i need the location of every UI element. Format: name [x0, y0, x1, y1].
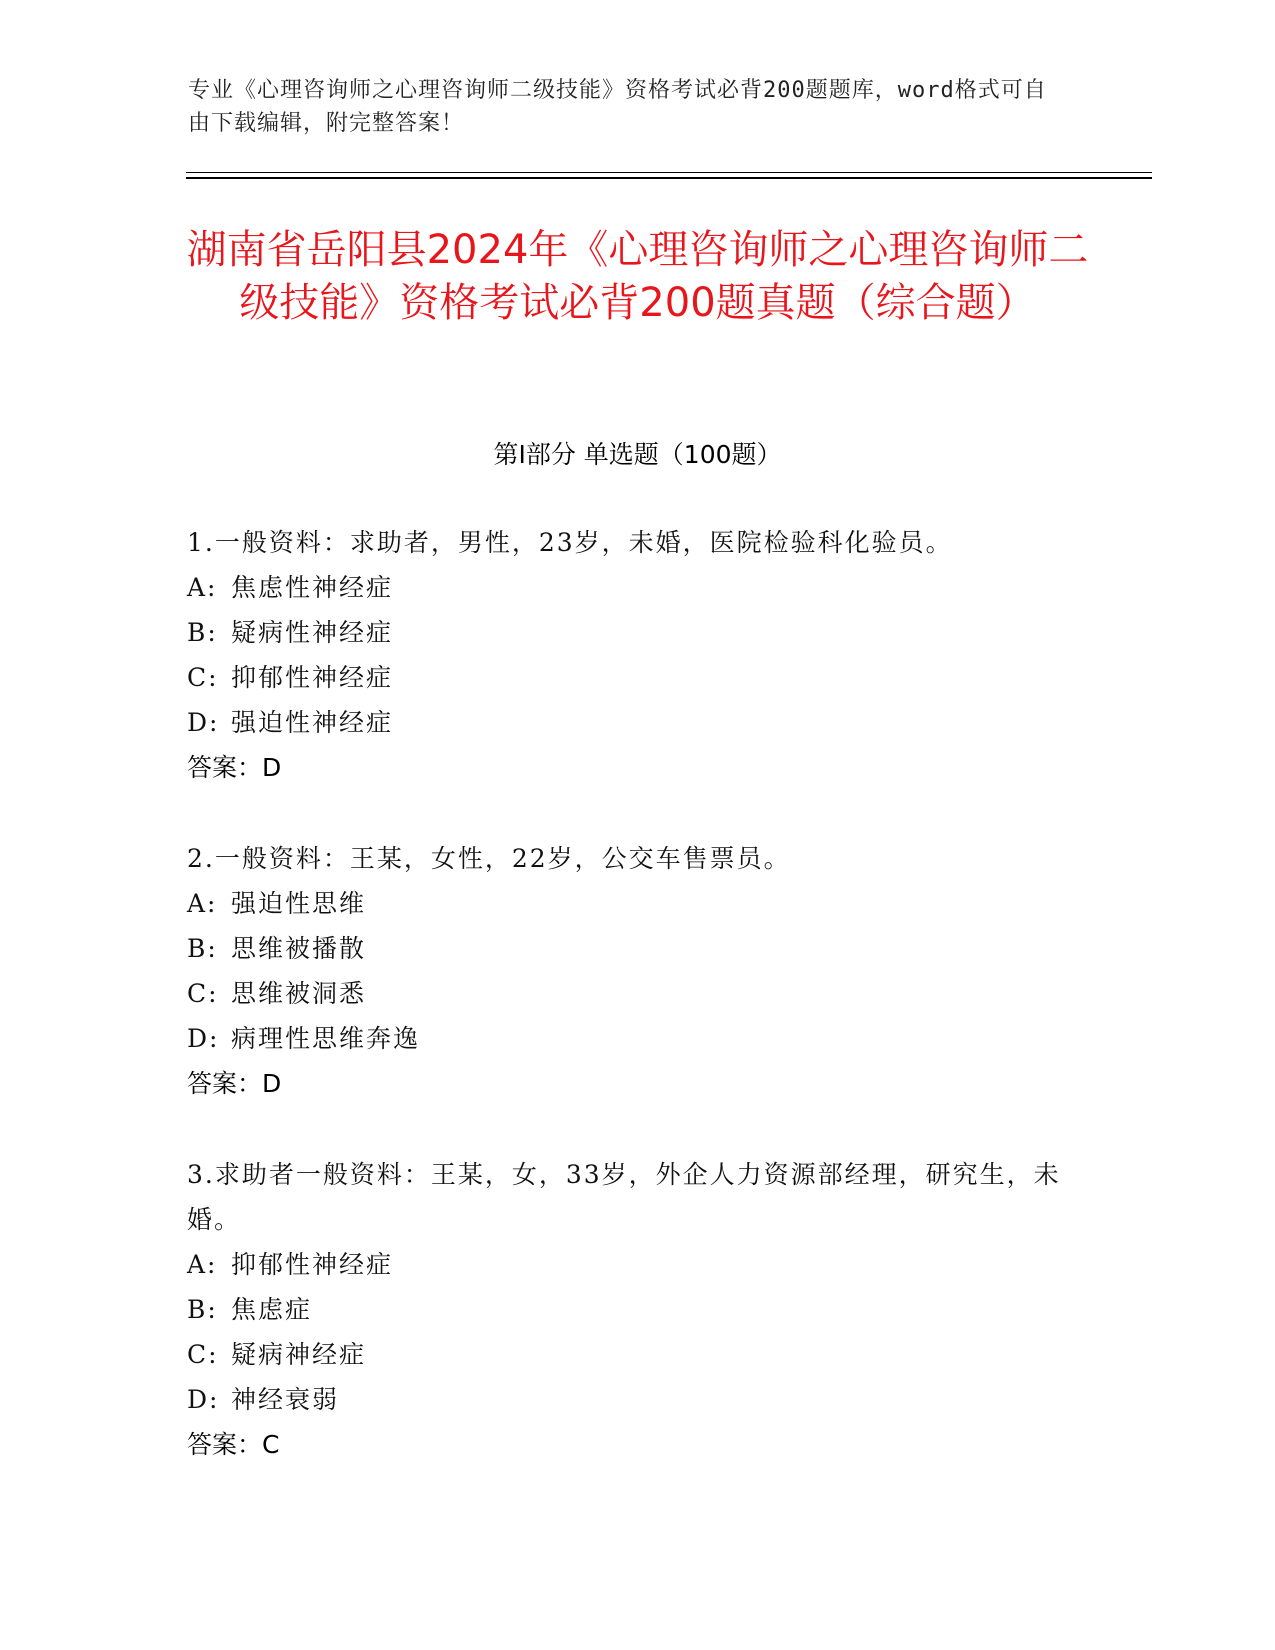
option-key: B:: [187, 1295, 218, 1324]
option-key: A:: [187, 889, 218, 918]
section-title: 第Ⅰ部分 单选题（100题）: [493, 440, 782, 469]
option-text: 疑病神经症: [231, 1340, 367, 1369]
question-stem: 1.一般资料：求助者，男性，23岁，未婚，医院检验科化验员。: [187, 528, 953, 557]
option-text: 思维被洞悉: [231, 979, 367, 1008]
option-text: 思维被播散: [231, 934, 367, 963]
option-key: D:: [187, 1024, 220, 1053]
option-d: [187, 1377, 1087, 1422]
option-text: 抑郁性神经症: [231, 1250, 394, 1279]
option-b: [187, 610, 1087, 655]
option-key: D:: [187, 1385, 220, 1414]
option-a: [187, 1242, 1087, 1287]
answer: 答案：D: [187, 1069, 282, 1098]
option-text: 焦虑症: [231, 1295, 313, 1324]
header-rule-top: [186, 172, 1152, 173]
option-text: 强迫性神经症: [231, 708, 394, 737]
header-rule-bottom: [186, 177, 1152, 179]
option-c: [187, 655, 1087, 700]
option-text: 焦虑性神经症: [231, 573, 394, 602]
option-key: C:: [187, 663, 219, 692]
answer: 答案：D: [187, 753, 282, 782]
option-key: C:: [187, 979, 219, 1008]
option-key: D:: [187, 708, 220, 737]
option-c: [187, 1332, 1087, 1377]
question-1: [187, 520, 1087, 790]
option-key: B:: [187, 934, 218, 963]
document-title: 湖南省岳阳县2024年《心理咨询师之心理咨询师二级技能》资格考试必背200题真题（综合题）: [186, 227, 1089, 326]
option-key: A:: [187, 1250, 218, 1279]
option-b: [187, 1287, 1087, 1332]
option-text: 强迫性思维: [231, 889, 367, 918]
option-text: 病理性思维奔逸: [231, 1024, 421, 1053]
option-text: 疑病性神经症: [231, 618, 394, 647]
question-stem: 3.求助者一般资料：王某，女，33岁，外企人力资源部经理，研究生，未婚。: [187, 1160, 1061, 1234]
option-key: A:: [187, 573, 218, 602]
option-d: [187, 1016, 1087, 1061]
question-2: [187, 836, 1087, 1106]
option-d: [187, 700, 1087, 745]
option-a: [187, 881, 1087, 926]
option-key: C:: [187, 1340, 219, 1369]
question-stem: 2.一般资料：王某，女性，22岁，公交车售票员。: [187, 844, 791, 873]
option-key: B:: [187, 618, 218, 647]
option-text: 神经衰弱: [231, 1385, 340, 1414]
answer: 答案：C: [187, 1430, 280, 1459]
option-c: [187, 971, 1087, 1016]
option-b: [187, 926, 1087, 971]
question-3: [187, 1152, 1087, 1467]
option-text: 抑郁性神经症: [231, 663, 394, 692]
option-a: [187, 565, 1087, 610]
header-note: 专业《心理咨询师之心理咨询师二级技能》资格考试必背200题题库，word格式可自由下载编辑，附完整答案！: [188, 78, 1047, 136]
